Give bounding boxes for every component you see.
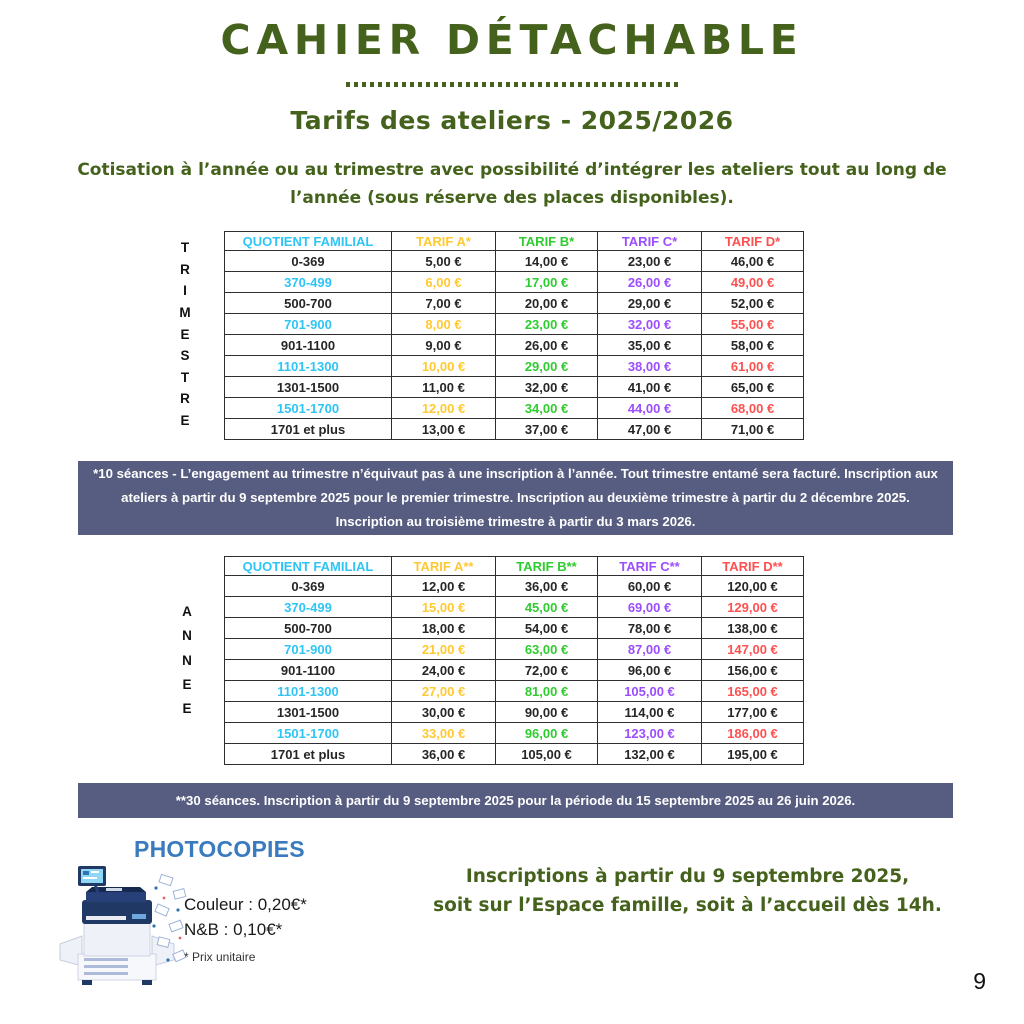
table-row xyxy=(225,356,804,377)
vertical-letter: R xyxy=(180,391,190,407)
quotient-cell: 1701 et plus xyxy=(225,744,392,765)
column-header: TARIF A* xyxy=(392,232,496,251)
tarif-cell: 61,00 € xyxy=(702,356,804,377)
vertical-letter: S xyxy=(180,348,190,364)
column-header: TARIF C** xyxy=(598,557,702,576)
header-row xyxy=(225,557,804,576)
vertical-letter: I xyxy=(183,283,187,299)
table-row xyxy=(225,660,804,681)
tarif-cell: 69,00 € xyxy=(598,597,702,618)
tarif-cell: 35,00 € xyxy=(598,335,702,356)
tarif-cell: 114,00 € xyxy=(598,702,702,723)
tarif-cell: 23,00 € xyxy=(496,314,598,335)
photocopies-title: PHOTOCOPIES xyxy=(134,836,305,862)
vertical-letter: E xyxy=(182,701,192,716)
quotient-cell: 1701 et plus xyxy=(225,419,392,440)
tarif-cell: 34,00 € xyxy=(496,398,598,419)
tarif-cell: 105,00 € xyxy=(598,681,702,702)
vertical-letter: E xyxy=(180,413,190,428)
column-header: TARIF B* xyxy=(496,232,598,251)
table-row xyxy=(225,398,804,419)
quotient-cell: 701-900 xyxy=(225,639,392,660)
tarif-cell: 37,00 € xyxy=(496,419,598,440)
tarif-cell: 36,00 € xyxy=(496,576,598,597)
tarif-cell: 32,00 € xyxy=(598,314,702,335)
tarif-cell: 58,00 € xyxy=(702,335,804,356)
tarif-cell: 5,00 € xyxy=(392,251,496,272)
tarif-cell: 65,00 € xyxy=(702,377,804,398)
tarifs-annee-table xyxy=(224,556,804,765)
tarif-cell: 120,00 € xyxy=(702,576,804,597)
quotient-cell: 0-369 xyxy=(225,576,392,597)
tarif-cell: 26,00 € xyxy=(496,335,598,356)
tarif-cell: 26,00 € xyxy=(598,272,702,293)
tarif-cell: 7,00 € xyxy=(392,293,496,314)
annee-vertical-label xyxy=(178,604,196,716)
table-row xyxy=(225,702,804,723)
table-row xyxy=(225,618,804,639)
tarif-cell: 15,00 € xyxy=(392,597,496,618)
tarif-cell: 47,00 € xyxy=(598,419,702,440)
vertical-letter: E xyxy=(182,676,192,692)
vertical-letter: N xyxy=(182,628,192,644)
tarif-cell: 195,00 € xyxy=(702,744,804,765)
annee-note-band: **30 séances. Inscription à partir du 9 septembre 2025 pour la période du 15 septembre 2025 au 26 juin 2026. xyxy=(78,783,953,818)
quotient-cell: 1501-1700 xyxy=(225,723,392,744)
tarif-cell: 17,00 € xyxy=(496,272,598,293)
quotient-cell: 1101-1300 xyxy=(225,681,392,702)
vertical-letter: E xyxy=(180,326,190,342)
intro-text: Cotisation à l’année ou au trimestre avec possibilité d’intégrer les ateliers tout au long de l’année (sous réserve des places disponibles). xyxy=(77,160,947,208)
section-subtitle: Tarifs des ateliers - 2025/2026 xyxy=(290,106,734,135)
inscriptions-line2: soit sur l’Espace famille, soit à l’accueil dès 14h. xyxy=(433,895,942,916)
price-unit-note: * Prix unitaire xyxy=(184,950,256,964)
table-row xyxy=(225,597,804,618)
table-row xyxy=(225,744,804,765)
tarif-cell: 21,00 € xyxy=(392,639,496,660)
tarif-cell: 12,00 € xyxy=(392,576,496,597)
column-header: QUOTIENT FAMILIAL xyxy=(225,557,392,576)
vertical-letter: T xyxy=(180,369,190,385)
inscriptions-line1: Inscriptions à partir du 9 septembre 2025, xyxy=(465,866,910,887)
column-header: TARIF C* xyxy=(598,232,702,251)
tarif-cell: 129,00 € xyxy=(702,597,804,618)
tarif-cell: 105,00 € xyxy=(496,744,598,765)
table-row xyxy=(225,639,804,660)
tarif-cell: 13,00 € xyxy=(392,419,496,440)
quotient-cell: 901-1100 xyxy=(225,335,392,356)
tarif-cell: 60,00 € xyxy=(598,576,702,597)
quotient-cell: 370-499 xyxy=(225,597,392,618)
tarif-cell: 8,00 € xyxy=(392,314,496,335)
tarif-cell: 123,00 € xyxy=(598,723,702,744)
tarif-cell: 55,00 € xyxy=(702,314,804,335)
table-row xyxy=(225,419,804,440)
vertical-letter: A xyxy=(182,604,192,619)
table-row xyxy=(225,293,804,314)
column-header: QUOTIENT FAMILIAL xyxy=(225,232,392,251)
tarif-cell: 156,00 € xyxy=(702,660,804,681)
table-row xyxy=(225,377,804,398)
tarif-cell: 46,00 € xyxy=(702,251,804,272)
printer-illustration xyxy=(56,864,188,993)
quotient-cell: 370-499 xyxy=(225,272,392,293)
column-header: TARIF B** xyxy=(496,557,598,576)
tarif-cell: 12,00 € xyxy=(392,398,496,419)
tarif-cell: 186,00 € xyxy=(702,723,804,744)
table-row xyxy=(225,314,804,335)
quotient-cell: 701-900 xyxy=(225,314,392,335)
table-row xyxy=(225,723,804,744)
tarif-cell: 20,00 € xyxy=(496,293,598,314)
vertical-letter: M xyxy=(179,304,191,320)
tarif-cell: 96,00 € xyxy=(496,723,598,744)
vertical-letter: N xyxy=(182,652,192,668)
quotient-cell: 0-369 xyxy=(225,251,392,272)
trimestre-vertical-label xyxy=(176,240,194,428)
table-row xyxy=(225,335,804,356)
table-row xyxy=(225,681,804,702)
tarif-cell: 52,00 € xyxy=(702,293,804,314)
printer-icon xyxy=(56,864,188,988)
tarif-cell: 138,00 € xyxy=(702,618,804,639)
quotient-cell: 1501-1700 xyxy=(225,398,392,419)
tarif-cell: 68,00 € xyxy=(702,398,804,419)
quotient-cell: 901-1100 xyxy=(225,660,392,681)
page-number: 9 xyxy=(973,968,986,994)
tarif-cell: 11,00 € xyxy=(392,377,496,398)
tarif-cell: 38,00 € xyxy=(598,356,702,377)
quotient-cell: 500-700 xyxy=(225,293,392,314)
quotient-cell: 1101-1300 xyxy=(225,356,392,377)
tarif-cell: 90,00 € xyxy=(496,702,598,723)
vertical-letter: R xyxy=(180,261,190,277)
table-row xyxy=(225,272,804,293)
tarif-cell: 49,00 € xyxy=(702,272,804,293)
tarif-cell: 45,00 € xyxy=(496,597,598,618)
tarif-cell: 44,00 € xyxy=(598,398,702,419)
tarif-cell: 78,00 € xyxy=(598,618,702,639)
tarif-cell: 30,00 € xyxy=(392,702,496,723)
tarif-cell: 63,00 € xyxy=(496,639,598,660)
tarif-cell: 41,00 € xyxy=(598,377,702,398)
column-header: TARIF D* xyxy=(702,232,804,251)
price-nb: N&B : 0,10€* xyxy=(184,920,283,939)
tarif-cell: 147,00 € xyxy=(702,639,804,660)
tarif-cell: 9,00 € xyxy=(392,335,496,356)
price-couleur: Couleur : 0,20€* xyxy=(184,895,307,914)
tarif-cell: 18,00 € xyxy=(392,618,496,639)
tarif-cell: 81,00 € xyxy=(496,681,598,702)
table-row xyxy=(225,576,804,597)
inscriptions-text xyxy=(415,862,960,920)
tarif-cell: 132,00 € xyxy=(598,744,702,765)
page-title: CAHIER DÉTACHABLE xyxy=(220,16,804,64)
dotted-divider xyxy=(346,82,678,87)
quotient-cell: 500-700 xyxy=(225,618,392,639)
tarif-cell: 29,00 € xyxy=(598,293,702,314)
vertical-letter: T xyxy=(180,240,190,255)
tarifs-trimestre-table xyxy=(224,231,804,440)
trimestre-note-band: *10 séances - L’engagement au trimestre n’équivaut pas à une inscription à l’année. Tout trimestre entamé sera facturé. Inscription aux ateliers à partir du 9 septembre 2025 pour le premier trimestre. Inscription au deuxième trimestre à partir du 2 décembre 2025. Inscription au troisième trimestre à partir du 3 mars 2026. xyxy=(78,461,953,535)
table-row xyxy=(225,251,804,272)
column-header: TARIF A** xyxy=(392,557,496,576)
tarif-cell: 71,00 € xyxy=(702,419,804,440)
quotient-cell: 1301-1500 xyxy=(225,377,392,398)
quotient-cell: 1301-1500 xyxy=(225,702,392,723)
tarif-cell: 36,00 € xyxy=(392,744,496,765)
photocopies-prices xyxy=(184,892,307,970)
tarif-cell: 33,00 € xyxy=(392,723,496,744)
header-row xyxy=(225,232,804,251)
tarif-cell: 27,00 € xyxy=(392,681,496,702)
tarif-cell: 6,00 € xyxy=(392,272,496,293)
tarif-cell: 165,00 € xyxy=(702,681,804,702)
tarif-cell: 87,00 € xyxy=(598,639,702,660)
tarif-cell: 23,00 € xyxy=(598,251,702,272)
tarif-cell: 96,00 € xyxy=(598,660,702,681)
tarif-cell: 10,00 € xyxy=(392,356,496,377)
tarif-cell: 29,00 € xyxy=(496,356,598,377)
tarif-cell: 54,00 € xyxy=(496,618,598,639)
tarif-cell: 24,00 € xyxy=(392,660,496,681)
tarif-cell: 72,00 € xyxy=(496,660,598,681)
column-header: TARIF D** xyxy=(702,557,804,576)
tarif-cell: 177,00 € xyxy=(702,702,804,723)
tarif-cell: 14,00 € xyxy=(496,251,598,272)
tarif-cell: 32,00 € xyxy=(496,377,598,398)
